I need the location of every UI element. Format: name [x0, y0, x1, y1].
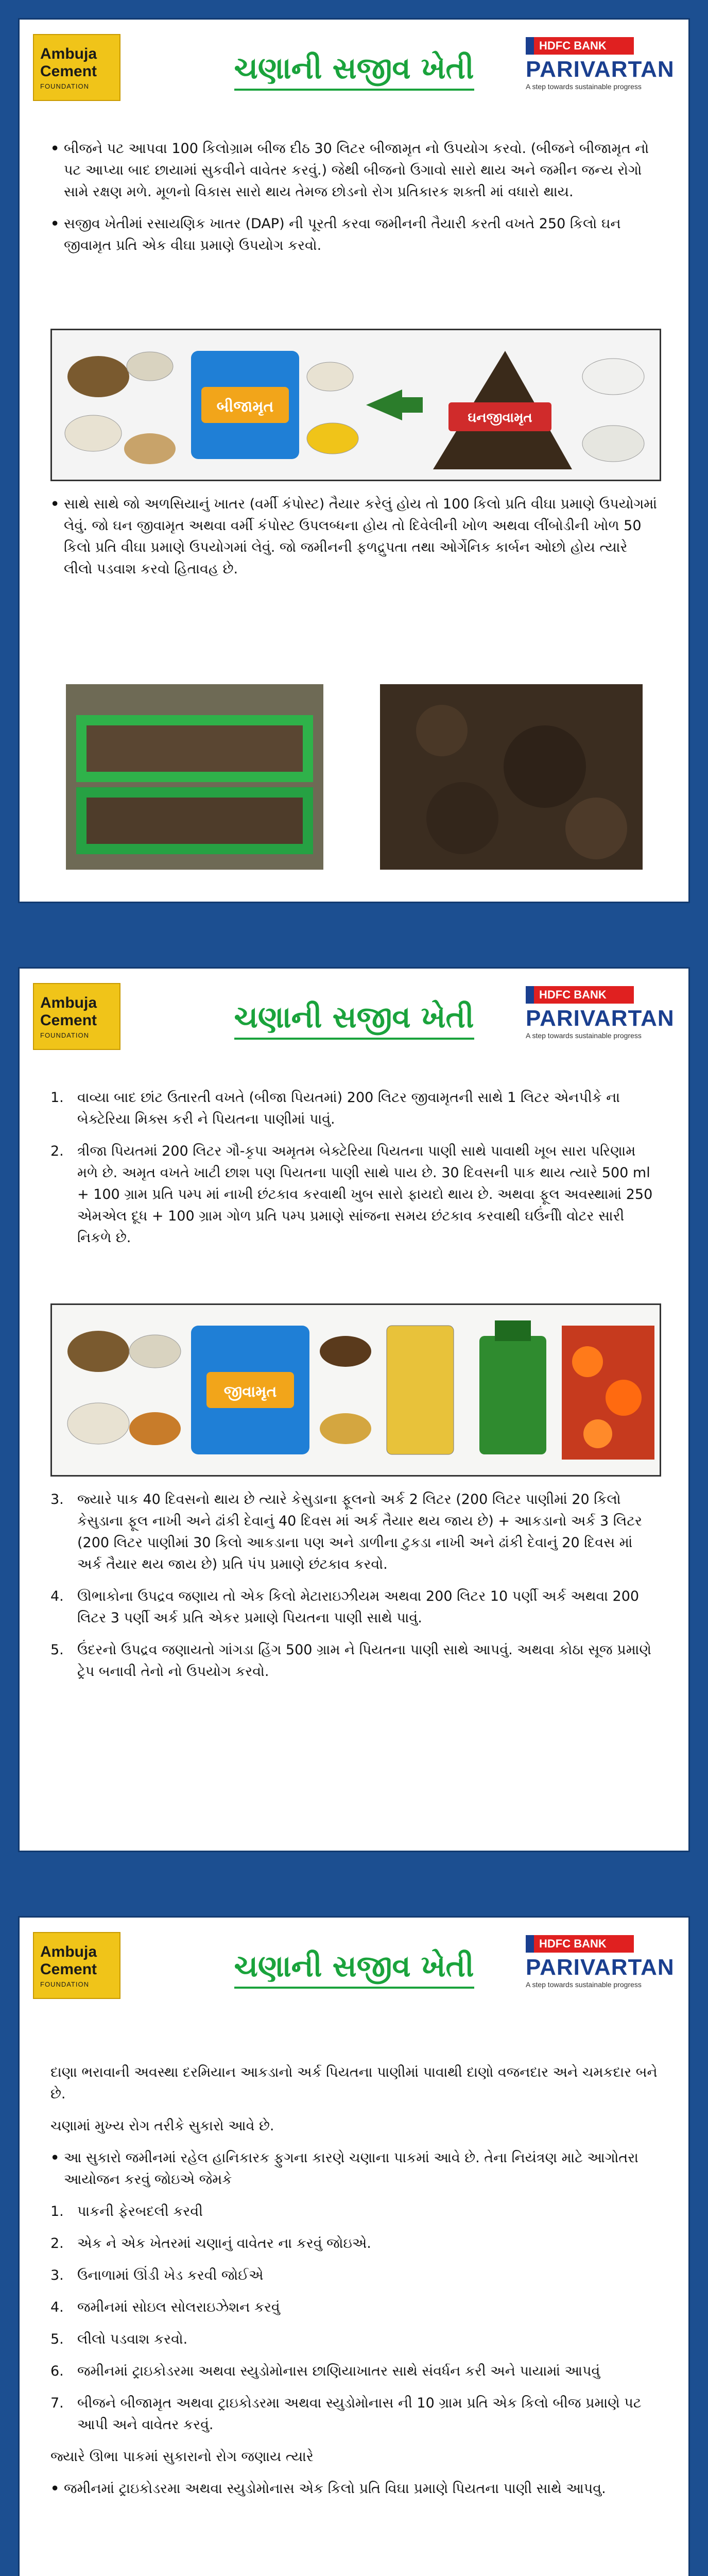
slide-2-body-top [50, 1087, 658, 1259]
hdfc-parivartan-logo [526, 1935, 675, 1997]
paragraph: જ્યારે ઊભા પાકમાં સુકારાનો રોગ જણાય ત્યારે [50, 2449, 314, 2465]
list-item [50, 2393, 658, 2436]
list-text: વાવ્યા બાદ છાંટ ઉતારતી વખતે (બીજા પિયતમાં) 200 લિટર જીવામૃતની સાથે 1 લિટર એનપીકે ના બેક્ટેરિયા મિક્સ કરી ને પિયતના પાણીમાં પાવું. [77, 1090, 620, 1127]
ambuja-logo-text-2: Cement [40, 1011, 97, 1029]
infographic-illustration [52, 330, 660, 480]
vermicompost-bed-photo [66, 684, 323, 870]
jivamrut-infographic [50, 1303, 661, 1477]
vermicompost-bed-illustration [66, 684, 323, 870]
hdfc-parivartan-logo [526, 986, 675, 1048]
ambuja-logo-text: Ambuja [40, 45, 97, 62]
list-item [50, 2201, 658, 2223]
list-item [50, 2265, 658, 2286]
list-number: 1. [50, 2204, 64, 2219]
parivartan-tagline: A step towards sustainable progress [526, 82, 642, 91]
title-text: ચણાની સજીવ ખેતી [234, 999, 474, 1040]
slide-1 [20, 20, 688, 902]
list-item [50, 2329, 658, 2350]
slide-1-body-bottom [50, 494, 658, 590]
list-text: જ્યારે પાક 40 દિવસનો થાય છે ત્યારે કેસુડાના ફૂલનો અર્ક 2 લિટર (200 લિટર પાણીમાં 20 કિલો કેસુડાના ફૂલ નાખી અને ઢાંકી દેવાનું 40 દિવસ માં અર્ક તૈયાર થય જાય છે) + આકડાનો અર્ક 3 લિટર (200 લિટર પાણીમાં 30 કિલો આકડાના પણ અને ડાળીના ટુકડા નાખી અને ઢાંકી દેવાનું 20 દિવસ માં અર્ક તૈયાર થય જાય છે) પ્રતિ પંપ પ્રમાણે છંટકાવ કરવો. [77, 1492, 642, 1572]
list-text: ત્રીજા પિયતમાં 200 લિટર ગૌ-કૃપા અમૃતમ બેક્ટેરિયા પિયતના પાણી સાથે પાવાથી ખૂબ સારા પરિણામ મળે છે. અમૃત વખતે ખાટી છાશ પણ પિયતના પાણી સાથે પાય છે. 30 દિવસની પાક થાય ત્યારે 500 ml + 100 ગ્રામ પ્રતિ પમ્પ માં નાખી છંટકાવ કરવાથી ખુબ સારો ફાયદો થાય છે. અથવા ફૂલ અવસ્થામાં 250 એમએલ દૂધ + 100 ગ્રામ ગોળ પ્રતિ પમ્પ પ્રમાણે સાંજના સમય છંટકાવ કરવાથી ઘઉંનીો વોટર સારી નિકળે છે. [77, 1143, 653, 1246]
paragraph: • આ સુકારો જમીનમાં રહેલ હાનિકારક ફુગના કારણે ચણાના પાકમાં આવે છે. તેના નિયંત્રણ માટે આગોતરા આયોજન કરવું જોઇએ જેમકે [50, 2147, 658, 2191]
hdfc-bank-label: HDFC BANK [526, 37, 634, 55]
list-text: જમીનમાં ટ્રાઇકોડરમા અથવા સ્યુડોમોનાસ છાણિયાખાતર સાથે સંવર્ધન કરી અને પાયામાં આપવું [77, 2363, 600, 2379]
paragraph: ચણામાં મુખ્ય રોગ તરીકે સુકારો આવે છે. [50, 2118, 274, 2134]
hdfc-bank-label: HDFC BANK [526, 1935, 634, 1953]
list-item [50, 2297, 658, 2318]
ghanjivamrut-label: ઘનજીવામૃત [468, 410, 532, 426]
list-item [50, 1586, 658, 1629]
ambuja-logo-text-2: Cement [40, 62, 97, 80]
list-text: જમીનમાં સોઇલ સોલરાઇઝેશન કરવું [77, 2299, 280, 2315]
paragraph: • સજીવ ખેતીમાં રસાયણિક ખાતર (DAP) ની પૂરતી કરવા જમીનની તૈયારી કરતી વખતે 250 કિલો ઘન જીવામૃત પ્રતિ એક વીઘા પ્રમાણે ઉપયોગ કરવો. [50, 213, 658, 257]
list-item [50, 1087, 658, 1130]
list-item [50, 1489, 658, 1575]
parivartan-label: PARIVARTAN [526, 1955, 675, 1980]
list-text: લીલો પડવાશ કરવો. [77, 2331, 188, 2347]
paragraph: દાણા ભરાવાની અવસ્થા દરમિયાન આકડાનો અર્ક પિયતના પાણીમાં પાવાથી દાણો વજનદાર અને ચમકદાર બને છે. [50, 2064, 658, 2102]
list-number: 1. [50, 1090, 64, 1106]
title-text: ચણાની સજીવ ખેતી [234, 1948, 474, 1989]
jivamrut-illustration [52, 1305, 660, 1475]
list-number: 6. [50, 2363, 64, 2379]
ambuja-logo-text: Ambuja [40, 994, 97, 1011]
list-number: 4. [50, 2299, 64, 2315]
list-number: 2. [50, 1143, 64, 1159]
paragraph: • સાથે સાથે જો અળસિયાનું ખાતર (વર્મી કંપોસ્ટ) તૈયાર કરેલું હોય તો 100 કિલો પ્રતિ વીઘા પ્રમાણે ઉપયોગમાં લેવું. જો ઘન જીવામૃત અથવા વર્મી કંપોસ્ટ ઉપલબ્ધના હોય તો દિવેલીની ખોળ અથવા લીંબોડીની ખોળ 50 કિલો પ્રતિ વીઘા પ્રમાણે ઉપયોગમાં લેવું. જો જમીનની ફળદ્રુપતા તથા ઓર્ગેનિક કાર્બન ઓછો હોય ત્યારે લીલો પડવાશ કરવો હિતાવહ છે. [50, 494, 658, 580]
list-item [50, 2233, 658, 2255]
ambuja-logo-sub: FOUNDATION [40, 1980, 89, 1988]
vermicompost-soil-illustration [380, 684, 643, 870]
list-item [50, 2361, 658, 2382]
ambuja-logo-sub: FOUNDATION [40, 82, 89, 90]
ambuja-logo-sub: FOUNDATION [40, 1031, 89, 1039]
paragraph: • જમીનમાં ટ્રાઇકોડરમા અથવા સ્યુડોમોનાસ એક કિલો પ્રતિ વિઘા પ્રમાણે પિયતના પાણી સાથે આપવુ. [50, 2478, 658, 2500]
slide-2-body-bottom [50, 1489, 658, 1693]
slide-3-body [50, 2062, 658, 2510]
list-text: ઊભાકોના ઉપદ્રવ જણાય તો એક કિલો મેટારાઇઝીયમ અથવા 200 લિટર 10 પર્ણી અર્ક અથવા 200 લિટર 3 પર્ણી અર્ક પ્રતિ એકર પ્રમાણે પિયતના પાણી સાથે પાવું. [77, 1588, 640, 1626]
slide-2 [20, 969, 688, 1851]
ambuja-logo-text: Ambuja [40, 1943, 97, 1960]
list-number: 5. [50, 2331, 64, 2347]
list-text: ઉંદરનો ઉપદ્રવ જણાયતો ગાંગડા હિંગ 500 ગ્રામ ને પિયતના પાણી સાથે આપવું. અથવા કોઠા સૂજ પ્રમાણે ટ્રેપ બનાવી તેનો નો ઉપયોગ કરવો. [77, 1642, 651, 1680]
parivartan-label: PARIVARTAN [526, 1006, 675, 1031]
list-number: 2. [50, 2235, 64, 2251]
manure-infographic [50, 329, 661, 481]
list-text: પાકની ફેરબદલી કરવી [77, 2204, 203, 2219]
ambuja-logo-text-2: Cement [40, 1960, 97, 1978]
list-text: એક ને એક ખેતરમાં ચણાનું વાવેતર ના કરવું જોઇએ. [77, 2235, 371, 2251]
jivamrut-label: જીવામૃત [223, 1383, 277, 1401]
slide-1-body-top [50, 138, 658, 267]
list-number: 4. [50, 1588, 64, 1604]
hdfc-parivartan-logo [526, 37, 675, 99]
parivartan-tagline: A step towards sustainable progress [526, 1031, 642, 1040]
title-text: ચણાની સજીવ ખેતી [234, 50, 474, 91]
paragraph: • બીજને પટ આપવા 100 કિલોગ્રામ બીજ દીઠ 30 લિટર બીજામૃત નો ઉપયોગ કરવો. (બીજને બીજામૃત નો પટ આપ્યા બાદ છાયામાં સુકવીને વાવેતર કરવું.) જેથી બીજનો ઉગાવો સારો થાય અને જમીન જન્ય રોગો સામે રક્ષણ મળે. મૂળનો વિકાસ સારો થાય તેમજ છોડનો રોગ પ્રતિકારક શક્તી માં વધારો થાય. [50, 138, 658, 203]
list-number: 7. [50, 2395, 64, 2411]
list-number: 5. [50, 1642, 64, 1658]
parivartan-label: PARIVARTAN [526, 57, 675, 82]
list-number: 3. [50, 1492, 64, 1507]
slide-3 [20, 1918, 688, 2576]
list-number: 3. [50, 2267, 64, 2283]
list-item [50, 1141, 658, 1249]
parivartan-tagline: A step towards sustainable progress [526, 1980, 642, 1989]
vermicompost-soil-photo [380, 684, 643, 870]
bijamrut-label: બીજામૃત [216, 398, 274, 416]
list-text: ઉનાળામાં ઊંડી ખેડ કરવી જોઈએ [77, 2267, 264, 2283]
hdfc-bank-label: HDFC BANK [526, 986, 634, 1004]
list-item [50, 1639, 658, 1683]
list-text: બીજને બીજામૃત અથવા ટ્રાઇકોડરમા અથવા સ્યુડોમોનાસ ની 10 ગ્રામ પ્રતિ એક કિલો બીજ પ્રમાણે પટ આપી અને વાવેતર કરવું. [77, 2395, 642, 2433]
